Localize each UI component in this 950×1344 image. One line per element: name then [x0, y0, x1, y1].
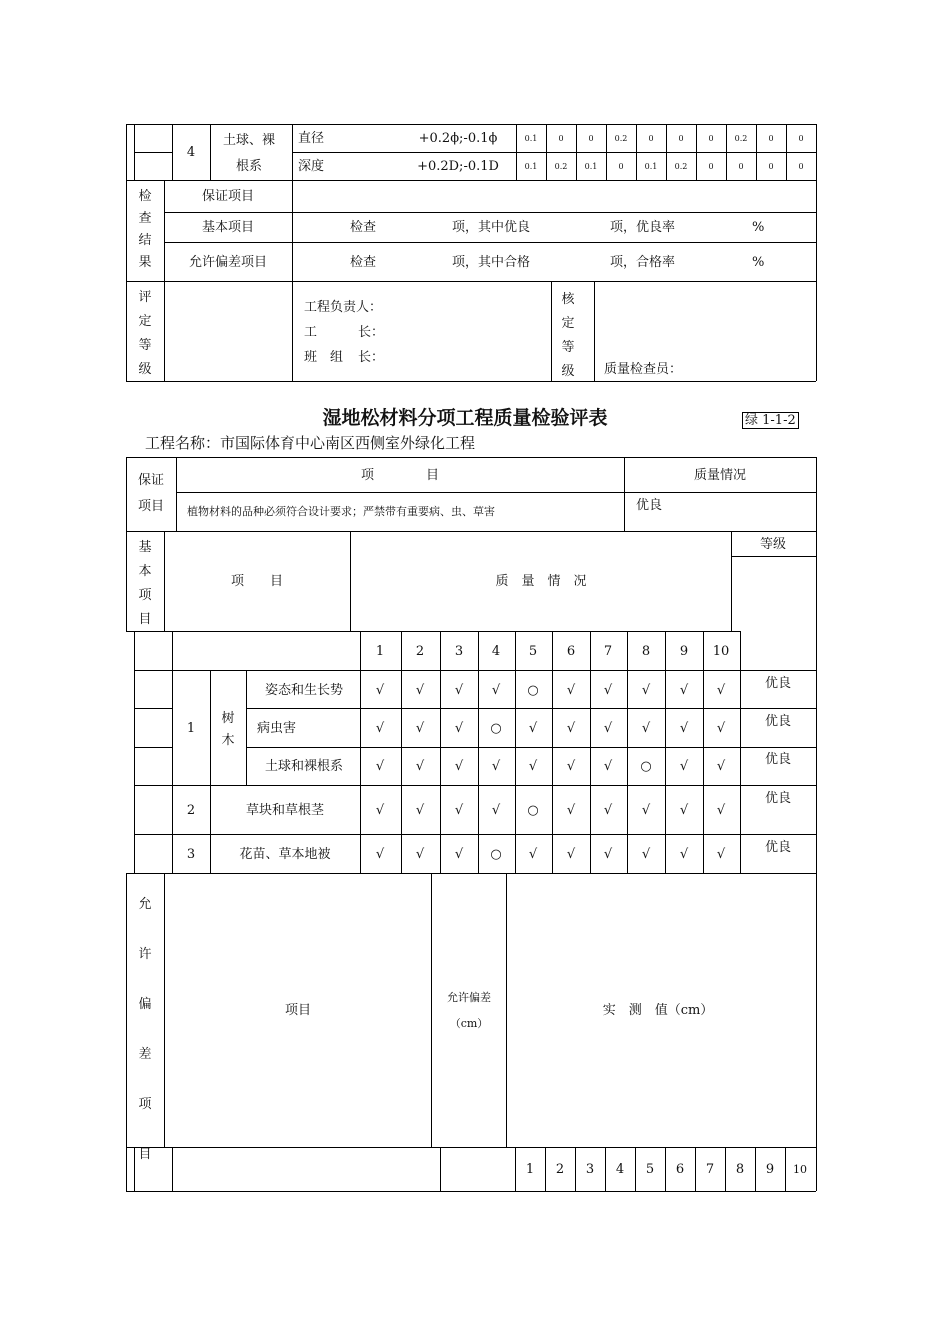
row-mark: √: [375, 847, 385, 862]
depth-value: 0: [708, 162, 714, 171]
row-name: 草块和草根茎: [245, 803, 325, 818]
quality-header: 质量情况: [693, 468, 747, 483]
row-mark: √: [415, 803, 425, 818]
measure-column-number: 2: [555, 1162, 565, 1177]
measure-column-number: 6: [675, 1162, 685, 1177]
row-mark: √: [716, 683, 726, 698]
row-mark: √: [603, 721, 613, 736]
row-mark: ○: [527, 803, 539, 818]
allowed-items-label: 允许偏差项目: [188, 255, 268, 270]
row-mark: √: [679, 721, 689, 736]
measure-column-number: 3: [585, 1162, 595, 1177]
row-mark: ○: [640, 759, 652, 774]
column-number: 7: [603, 644, 613, 659]
row-mark: √: [415, 847, 425, 862]
percent-sign: %: [752, 255, 765, 270]
allowed-pass-label: 项，其中合格: [452, 255, 531, 270]
percent-sign: %: [752, 220, 765, 235]
row-mark: √: [491, 803, 501, 818]
measure-column-number: 7: [705, 1162, 715, 1177]
depth-value: 0.1: [644, 162, 658, 171]
allowed-rate-label: 项，合格率: [610, 255, 676, 270]
row-grade: 优良: [764, 840, 792, 855]
row-mark: √: [603, 847, 613, 862]
row-mark: √: [454, 721, 464, 736]
inspector-label: 质量检查员：: [604, 362, 683, 377]
column-number: 8: [641, 644, 651, 659]
project-name: 工程名称：市国际体育中心南区西侧室外绿化工程: [145, 434, 476, 452]
depth-value: 0.1: [524, 162, 538, 171]
basic-check-label: 检查: [350, 220, 377, 235]
diameter-tolerance: +0.2ϕ;-0.1ϕ: [418, 131, 498, 146]
row-name: 姿态和生长势: [265, 683, 344, 698]
row-mark: √: [716, 759, 726, 774]
rating-side-label: 评 定 等 级: [138, 290, 152, 377]
row-mark: √: [679, 847, 689, 862]
row-mark: √: [641, 721, 651, 736]
row-mark: √: [528, 721, 538, 736]
group-number: 1: [186, 721, 196, 736]
row-mark: √: [454, 803, 464, 818]
row-mark: √: [566, 721, 576, 736]
row-number: 4: [186, 145, 196, 160]
row-grade: 优良: [764, 791, 792, 806]
diameter-value: 0: [558, 134, 564, 143]
row-item-label: 根系: [235, 159, 263, 174]
form-code: 绿 1-1-2: [742, 412, 799, 429]
row-mark: √: [415, 683, 425, 698]
row-mark: √: [603, 683, 613, 698]
measure-column-number: 8: [735, 1162, 745, 1177]
basic-excellent-label: 项，其中优良: [452, 220, 531, 235]
foreman-label: 工: [304, 325, 318, 340]
depth-value: 0: [798, 162, 804, 171]
row-name: 土球和裸根系: [265, 759, 344, 774]
project-lead-label: 工程负责人：: [304, 300, 383, 315]
diameter-value: 0: [768, 134, 774, 143]
item-header: 项 目: [360, 468, 440, 483]
row-mark: √: [375, 759, 385, 774]
basic-quality-header: 质 量 情 况: [495, 574, 587, 589]
row-mark: √: [491, 759, 501, 774]
guarantee-side-label: 保证: [138, 473, 165, 488]
row-number: 2: [186, 803, 196, 818]
column-number: 3: [454, 644, 464, 659]
row-mark: √: [528, 759, 538, 774]
measure-column-number: 4: [615, 1162, 625, 1177]
row-mark: √: [566, 803, 576, 818]
column-number: 10: [712, 644, 730, 659]
row-name: 病虫害: [257, 721, 297, 736]
row-name: 花苗、草本地被: [239, 847, 331, 862]
row-mark: √: [491, 683, 501, 698]
row-mark: √: [641, 803, 651, 818]
column-number: 6: [566, 644, 576, 659]
depth-tolerance: +0.2D;-0.1D: [417, 159, 499, 174]
row-mark: √: [566, 759, 576, 774]
foreman-label-suffix: 长：: [358, 325, 385, 340]
basic-items-label: 基本项目: [201, 220, 255, 235]
column-number: 2: [415, 644, 425, 659]
depth-value: 0: [738, 162, 744, 171]
diameter-value: 0: [588, 134, 594, 143]
row-mark: √: [415, 721, 425, 736]
depth-label: 深度: [298, 159, 325, 174]
guarantee-items-label: 保证项目: [201, 189, 255, 204]
row-mark: √: [375, 803, 385, 818]
guarantee-item-text: 植物材料的品种必须符合设计要求；严禁带有重要病、虫、草害: [187, 505, 495, 518]
row-mark: √: [603, 803, 613, 818]
allowed-side-label: 允 许 偏 差 项 目: [138, 897, 152, 1162]
row-mark: √: [679, 683, 689, 698]
team-leader-label: 班 组: [304, 350, 344, 365]
column-number: 4: [491, 644, 501, 659]
verify-grade-label: 核 定 等 级: [561, 292, 575, 379]
row-number: 3: [186, 847, 196, 862]
group-label-trees: 树 木: [221, 711, 235, 748]
row-mark: √: [566, 683, 576, 698]
row-grade: 优良: [764, 676, 792, 691]
measure-column-number: 5: [645, 1162, 655, 1177]
column-number: 1: [375, 644, 385, 659]
guarantee-quality-value: 优良: [636, 498, 663, 513]
row-mark: √: [454, 847, 464, 862]
basic-rate-label: 项，优良率: [610, 220, 676, 235]
row-mark: √: [679, 803, 689, 818]
row-mark: √: [454, 759, 464, 774]
row-mark: √: [641, 847, 651, 862]
row-mark: ○: [527, 683, 539, 698]
form-title: 湿地松材料分项工程质量检验评表: [322, 407, 608, 429]
tolerance-unit: （cm）: [449, 1017, 489, 1030]
diameter-value: 0: [678, 134, 684, 143]
row-mark: √: [566, 847, 576, 862]
diameter-value: 0: [648, 134, 654, 143]
row-mark: ○: [490, 847, 502, 862]
tolerance-header: 允许偏差: [447, 991, 491, 1004]
guarantee-side-label: 项目: [138, 499, 165, 514]
depth-value: 0.2: [674, 162, 688, 171]
allowed-item-header: 项目: [284, 1003, 312, 1018]
diameter-value: 0: [708, 134, 714, 143]
row-mark: √: [716, 847, 726, 862]
column-number: 5: [528, 644, 538, 659]
diameter-label: 直径: [298, 131, 325, 146]
check-result-side-label: 检 查 结 果: [138, 189, 152, 270]
row-mark: √: [375, 683, 385, 698]
row-mark: √: [375, 721, 385, 736]
measured-header: 实 测 值（cm）: [602, 1003, 714, 1018]
basic-item-header: 项 目: [230, 574, 284, 589]
row-grade: 优良: [764, 714, 792, 729]
measure-column-number: 10: [793, 1163, 807, 1176]
row-mark: ○: [490, 721, 502, 736]
depth-value: 0: [618, 162, 624, 171]
diameter-value: 0: [798, 134, 804, 143]
row-mark: √: [603, 759, 613, 774]
row-mark: √: [528, 847, 538, 862]
diameter-value: 0.2: [614, 134, 628, 143]
measure-column-number: 9: [765, 1162, 775, 1177]
diameter-value: 0.2: [734, 134, 748, 143]
row-mark: √: [641, 683, 651, 698]
team-leader-label-suffix: 长：: [358, 350, 385, 365]
grade-header: 等级: [759, 537, 787, 552]
row-grade: 优良: [764, 752, 792, 767]
diameter-value: 0.1: [524, 134, 538, 143]
depth-value: 0.1: [584, 162, 598, 171]
row-mark: √: [716, 803, 726, 818]
row-mark: √: [454, 683, 464, 698]
measure-column-number: 1: [525, 1162, 535, 1177]
basic-side-label: 基 本 项 目: [138, 540, 152, 627]
depth-value: 0: [768, 162, 774, 171]
row-mark: √: [415, 759, 425, 774]
column-number: 9: [679, 644, 689, 659]
depth-value: 0.2: [554, 162, 568, 171]
row-mark: √: [716, 721, 726, 736]
allowed-check-label: 检查: [350, 255, 377, 270]
row-item-label: 土球、裸: [222, 133, 276, 148]
row-mark: √: [679, 759, 689, 774]
